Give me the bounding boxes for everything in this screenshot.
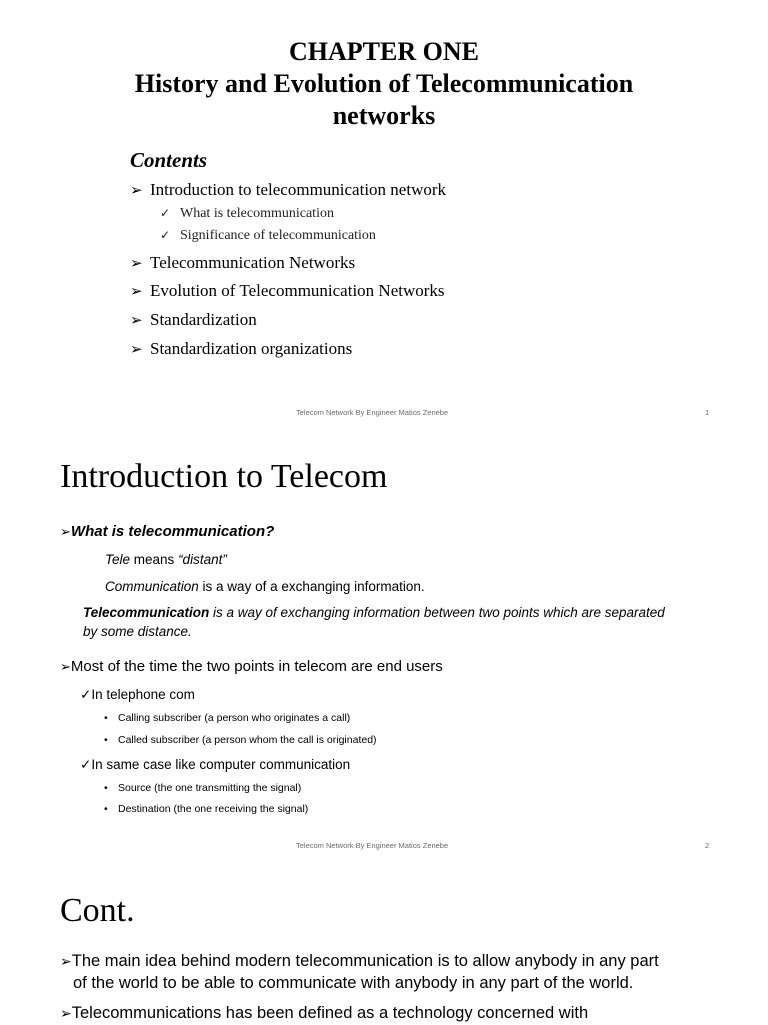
- toc-item: ➢ Evolution of Telecommunication Networks: [130, 281, 445, 300]
- list-item: • Destination (the one receiving the signal): [104, 803, 309, 815]
- list-item: • Called subscriber (a person whom the call is originated): [104, 734, 377, 746]
- paragraph: ➢The main idea behind modern telecommunication is to allow anybody in any part of the world to be able to communicate with anybody in any part of the world.: [60, 952, 659, 992]
- communication-definition: Communication is a way of a exchanging information.: [105, 579, 425, 594]
- slide-1: [0, 0, 768, 432]
- footer-text: Telecom Network By Engineer Matios Zenebe: [296, 408, 449, 417]
- arrow-bullet-icon: ➢: [60, 954, 72, 970]
- chapter-title: [0, 36, 768, 132]
- contents-heading: Contents: [130, 148, 208, 172]
- end-users-point: ➢Most of the time the two points in telecom are end users: [60, 658, 443, 675]
- toc-subitem: ✓ What is telecommunication: [160, 206, 334, 221]
- telecommunication-definition: Telecommunication is a way of exchanging information between two points which are separated by some distance.: [83, 605, 665, 639]
- question-heading: ➢What is telecommunication?: [60, 523, 275, 540]
- bullet-dot-icon: •: [104, 712, 108, 724]
- checkmark-icon: ✓: [160, 228, 171, 242]
- paragraph: ➢Telecommunications has been defined as a technology concerned with: [60, 1004, 589, 1022]
- arrow-bullet-icon: ➢: [130, 340, 143, 358]
- page-number: 1: [705, 408, 710, 417]
- page-number: 2: [705, 841, 710, 850]
- tele-definition: Tele means “distant”: [105, 552, 227, 567]
- checkmark-icon: ✓: [160, 206, 171, 220]
- toc-item: ➢ Introduction to telecommunication network: [130, 180, 447, 199]
- computer-heading: ✓In same case like computer communication: [80, 757, 351, 772]
- chapter-title-line-2: History and Evolution of Telecommunication: [134, 69, 634, 98]
- list-item: • Source (the one transmitting the signal): [104, 782, 302, 794]
- arrow-bullet-icon: ➢: [60, 525, 71, 540]
- arrow-bullet-icon: ➢: [60, 1006, 72, 1022]
- checkmark-icon: ✓: [80, 687, 92, 702]
- toc-subitem: ✓ Significance of telecommunication: [160, 228, 376, 243]
- slide-3: [0, 864, 768, 1024]
- bullet-dot-icon: •: [104, 734, 108, 746]
- arrow-bullet-icon: ➢: [60, 660, 71, 675]
- arrow-bullet-icon: ➢: [130, 311, 143, 329]
- toc-item: ➢ Standardization: [130, 310, 257, 329]
- chapter-title-line-3: networks: [332, 101, 436, 130]
- arrow-bullet-icon: ➢: [130, 181, 143, 199]
- footer-text: Telecom Network By Engineer Matios Zenebe: [296, 841, 449, 850]
- telephone-heading: ✓In telephone com: [80, 687, 195, 702]
- chapter-title-line-1: CHAPTER ONE: [289, 37, 479, 66]
- slide-title: Introduction to Telecom: [60, 458, 388, 495]
- arrow-bullet-icon: ➢: [130, 254, 143, 272]
- checkmark-icon: ✓: [80, 757, 92, 772]
- toc-item: ➢ Standardization organizations: [130, 339, 353, 358]
- arrow-bullet-icon: ➢: [130, 282, 143, 300]
- slide-title: Cont.: [60, 892, 135, 929]
- bullet-dot-icon: •: [104, 803, 108, 815]
- bullet-dot-icon: •: [104, 782, 108, 794]
- slide-2: [0, 432, 768, 864]
- toc-item: ➢ Telecommunication Networks: [130, 253, 356, 272]
- list-item: • Calling subscriber (a person who originates a call): [104, 712, 351, 724]
